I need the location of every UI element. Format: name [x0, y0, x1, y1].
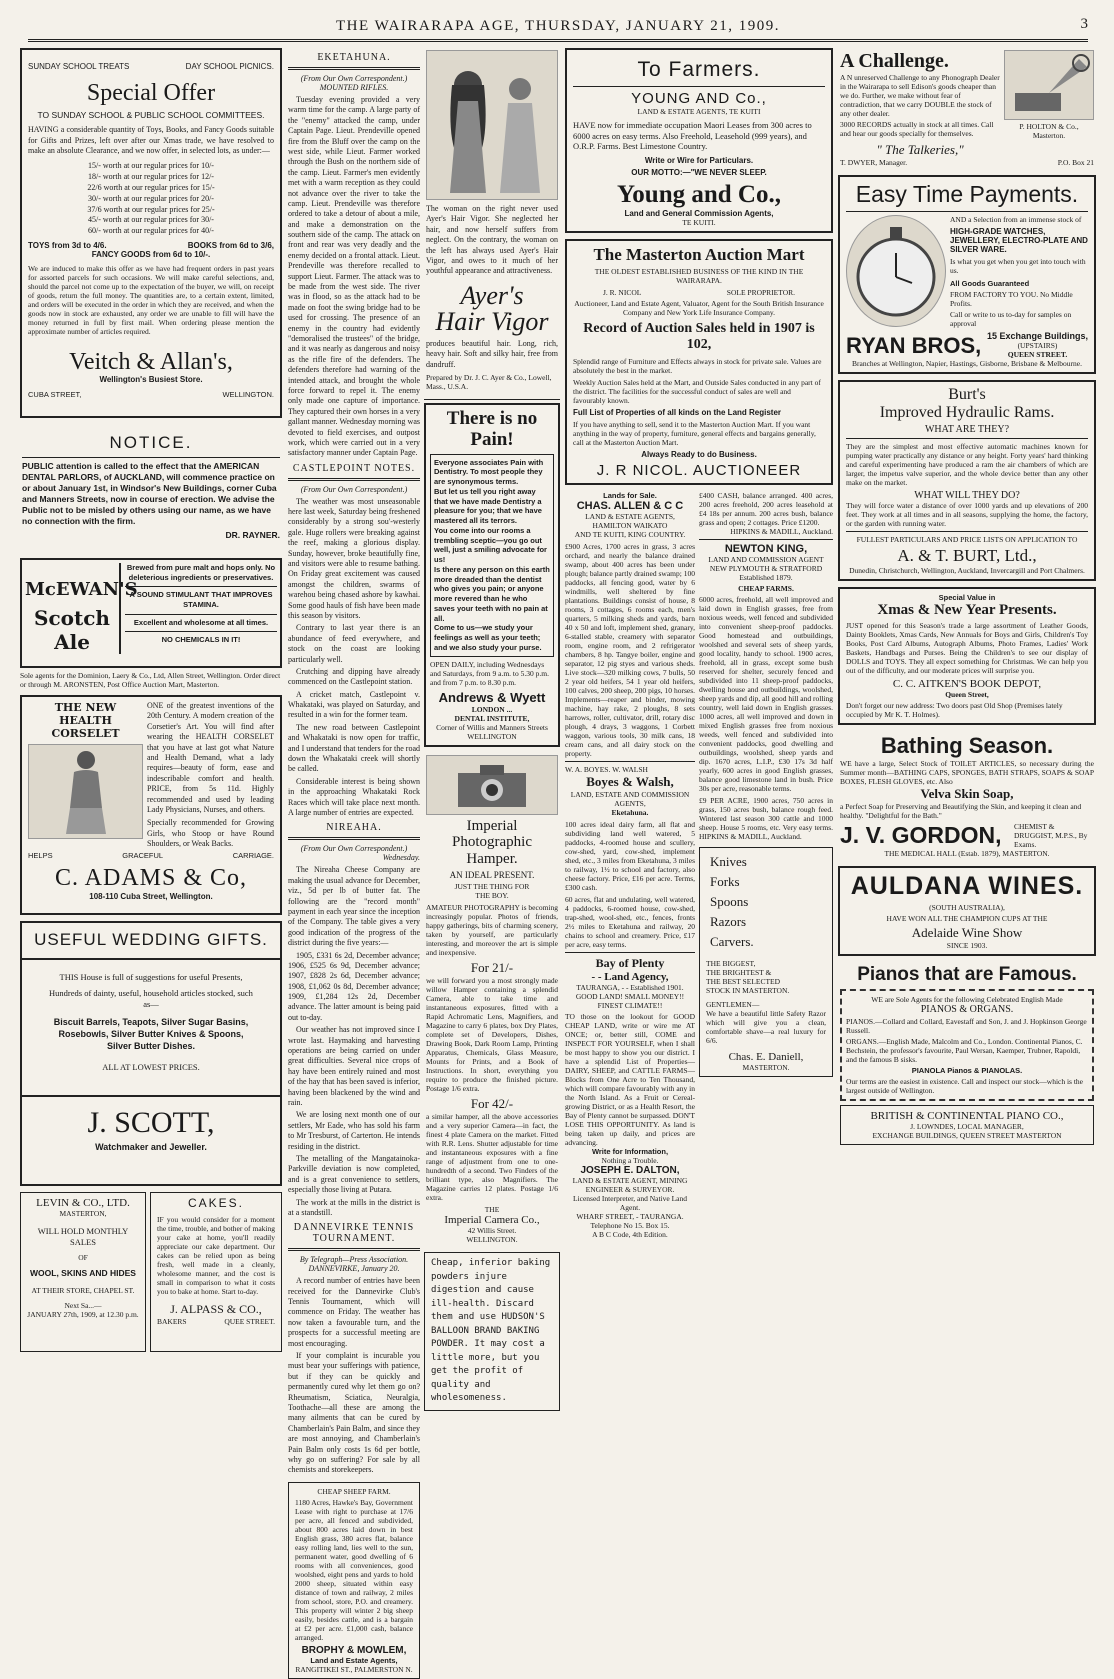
chas-sub: LAND & ESTATE AGENTS,	[585, 511, 675, 521]
price-line: 15/- worth at our regular prices for 10/-	[88, 161, 214, 171]
ryan-bros-name: RYAN BROS,	[846, 333, 982, 358]
pianos-organs: PIANOS & ORGANS.	[920, 1004, 1014, 1015]
aitken-special: Special Value in	[938, 593, 996, 602]
mcewan-agents: Sole agents for the Dominion, Laery & Co., Ltd, Allen Street, Wellington. Order direct or through M. ARONSTEN, Post Office Auction Mart, Masterton.	[20, 671, 281, 689]
wedding-lowest-prices: ALL AT LOWEST PRICES.	[102, 1061, 200, 1072]
piano-co-footer	[840, 1105, 1094, 1145]
bay-nothing: Nothing a Trouble.	[601, 1155, 659, 1165]
nicol-proprietor: J. R. NICOL	[603, 287, 642, 297]
notice-headline: NOTICE.	[109, 433, 193, 452]
daniell-name: Chas. E. Daniell,	[728, 1050, 804, 1063]
holton-manager: T. DWYER, Manager.	[840, 158, 908, 167]
dalton-wharf: WHARF STREET, - TAURANGA.	[576, 1211, 684, 1221]
corselet-graceful: GRACEFUL	[122, 851, 164, 861]
hamper-offer-1: we will forward you a most strongly made willow Hamper containing a splendid Camera, able to take time and instantaneous exposures, fitted with a Rapid Achromatic Lens, Magnifiers, and Magazine to carry 6 plates, box Dry Plates, complete set of Developers, Dishes, Drawing Book, Dark Room Lamp, Printing Apparatus, Chemicals, Glass Measure, Mounts for Prints, and a Book of Instructions. In short, everything you require to produce the finished picture. Postage 1/6 extra.	[426, 976, 558, 1094]
imperial-city: WELLINGTON.	[466, 1235, 518, 1245]
hamper-thing: JUST THE THING FOR	[454, 882, 530, 892]
andrews-city: WELLINGTON	[467, 731, 517, 741]
daniell-city: MASTERTON.	[742, 1062, 790, 1072]
daniell-stock: STOCK IN MASTERTON.	[706, 985, 790, 995]
nicol-record-number: 102,	[686, 336, 712, 352]
price-list	[28, 161, 274, 237]
ayer-brand-line-2: Hair Vigor	[435, 306, 549, 336]
cutlery-item: Forks	[710, 874, 740, 890]
levin-where: AT THEIR STORE, CHAPEL ST.	[31, 1286, 135, 1296]
hamper-present: AN IDEAL PRESENT.	[449, 870, 535, 881]
article-nireaha-body	[288, 865, 420, 1218]
aitken-note: Don't forget our new address: Two doors past Old Shop (Premises lately occupied by Mr K. T. Holmes).	[846, 701, 1063, 719]
young-name-2: Young and Co.,	[617, 180, 781, 208]
piano-co-ad	[838, 962, 1096, 1153]
auldana-show: Adelaide Wine Show	[911, 925, 1023, 940]
nicol-full-list: Full List of Properties of all kinds on the Land Register	[573, 407, 782, 417]
bay-good: GOOD LAND! SMALL MONEY!! FINEST CLIMATE!!	[575, 991, 685, 1010]
cakes-ad	[150, 1192, 282, 1352]
paragraph: Considerable interest is being shown in the approaching Whakataki Rock Races which will take place next month. A large number of entries are expected.	[288, 776, 420, 817]
holton-box: P.O. Box 21	[1057, 158, 1094, 167]
ryan-intro: AND a Selection from an immense stock of	[950, 215, 1082, 224]
levin-date: JANUARY 27th, 1909, at 12.30 p.m.	[27, 1310, 139, 1320]
challenge-headline: A Challenge.	[840, 50, 949, 72]
aitken-headline: Xmas & New Year Presents.	[877, 602, 1057, 618]
corselet-helps: HELPS	[28, 851, 53, 861]
corselet-body-2: Specially recommended for Growing Girls, who Stoop or have Round Shoulders, or Weak Backs.	[147, 818, 274, 849]
article-nireaha-headline: NIREAHA.	[326, 822, 382, 834]
page-number: 3	[1080, 16, 1088, 32]
paragraph: Tuesday evening provided a very warm time for the camp. A large party of the "enemy" attacked the camp, under Captain Page. Lieut. Prendeville opened fire from the Bluff over the camp on the west side, while Lieut. Farmer worked through the Bush on the northern side of the camp. Lieut. Farmer's men evidently met with a warm reception as they could not advance over the river to take the camp. Lieut. Prendeville was therefore ordered to take a detour of about a mile, and make a demonstration on the southern side of the camp. The attack on front and rear was very deadly and the enemy decided on a frontal attack. Lieut. Prendeville was therefore recalled to support Lieut. Farmer. The attack was to be made from the west side. The river was in flood, so as the attack had to be made on foot the swing bridge had to be used for crossing. The presence of an enemy in the country had evidently "demoralised the trustees" of the bridge, and it was nearly as dangerous and noisy as the rifle fire of the defenders. The defenders therefore had warning of the intended attack, and brought the whole force forward to repel it. The enemy only made one capture of importance. They captured their own horses in a very gallant manner. Wednesday morning was devoted to field exercises, and outpost work, which were carried out in a very satisfactory manner under Captain Page.	[288, 95, 420, 458]
young-body: HAVE now for immediate occupation Maori Leases from 300 acres to 6000 acres on easy terms. Also Freehold, Leasehold (999 years), and O.R.P. Farms. Best Limestone Country.	[573, 120, 812, 152]
ryan-bros-ad	[838, 175, 1096, 374]
chas-allen-name: CHAS. ALLEN & C C	[576, 499, 684, 512]
alpass-street: QUEE STREET.	[224, 1316, 275, 1326]
ryan-guaranteed: All Goods Guaranteed	[950, 279, 1030, 288]
cutlery-list	[706, 852, 826, 953]
notice-body: PUBLIC attention is called to the effect that the AMERICAN DENTAL PARLORS, of AUCKLAND, will commence practice on or about January 1st, in Windsor's New Buildings, corner Cuba and Manners Streets, now in course of erection. We advise the Public not to be misled by others using our name, as we have no connection with the firm.	[22, 460, 277, 526]
brophy-mowlem-ad	[288, 1482, 420, 1679]
young-headline: To Farmers.	[637, 58, 761, 81]
newspaper-title: THE WAIRARAPA AGE, THURSDAY, JANUARY 21, 1909.	[335, 18, 781, 34]
ryan-what: Is what you get when you get into touch with us.	[950, 257, 1086, 275]
store-tagline: Wellington's Busiest Store.	[99, 375, 203, 385]
column-3	[424, 48, 560, 1518]
price-line: 45/- worth at our regular prices for 30/-	[88, 215, 214, 225]
price-line: 22/6 worth at our regular prices for 15/-	[87, 182, 215, 192]
paragraph: Contrary to last year there is an abundance of feed everywhere, and stock on the coast are looking particularly well.	[288, 623, 420, 664]
levin-goods: WOOL, SKINS AND HIDES	[30, 1268, 136, 1279]
paragraph: The weather was most unseasonable here last week, Saturday being freshened considerably by a strong sou'-westerly gale. Huge rollers were breaking against the reef, making a glorious display. Sunday, however, broke beautifully fine, and visitors were able to resume bathing. On Friday great excitement was caused amongst the children, swarms of warehou being chased ashore by kawhai. Some good hauls of fish have been made this season by visitors.	[288, 496, 420, 620]
veitch-allan-ad	[20, 48, 282, 418]
cutlery-item: Carvers.	[710, 934, 754, 950]
young-write: Write or Wire for Particulars.	[644, 155, 754, 165]
young-motto: OUR MOTTO:—"WE NEVER SLEEP.	[631, 167, 767, 177]
cutlery-item: Razors	[710, 914, 747, 930]
notice-signature: DR. RAYNER.	[225, 529, 280, 540]
bathing-body: WE have a large, Select Stock of TOILET ARTICLES, so necessary during the Summer month—BATHING CAPS, SPONGES, BATH STRAPS, SOAPS & SOAP BOXES, FLESH GLOVES, etc. Also	[840, 759, 1094, 786]
article-dannevirke-byline: By Telegraph—Press Association.	[299, 1255, 409, 1265]
nicol-record: Record of Auction Sales held in 1907 is	[583, 320, 815, 336]
cutlery-item: Spoons	[710, 894, 749, 910]
nicol-auctioneer: J. R NICOL. AUCTIONEER	[596, 461, 802, 479]
hipkins-nine-pounds: £9 PER ACRE, 1900 acres, 750 acres in grass, 150 acres bush, balance rough feed. Wintered last season 300 cattle and 1000 sheep. House 5 rooms, etc. Very easy terms. HIPKINS & MADILL, Auckland.	[699, 795, 833, 841]
mcewan-line-3: Excellent and wholesome at all times.	[133, 617, 269, 627]
cakes-body: IF you would consider for a moment the time, trouble, and bother of making your cake at home, you'll readily appreciate our cake department. Our cakes can be relied upon as being fresh, well made in a cleanly, wholesome manner, and the cost is small in comparison to what it costs you to bake at home. Start to-day.	[157, 1214, 275, 1296]
article-eketahuna-headline: EKETAHUNA.	[317, 52, 391, 63]
masthead	[28, 14, 1088, 42]
column-1	[20, 48, 282, 1518]
article-eketahuna-body	[288, 95, 420, 459]
price-line: 30/- worth at our regular prices for 20/-	[88, 193, 214, 203]
bay-city: TAURANGA, - - Established 1901.	[576, 982, 684, 992]
piano-co-manager: J. LOWNDES, LOCAL MANAGER,	[910, 1122, 1024, 1131]
article-eketahuna-byline: (From Our Own Correspondent.)	[300, 74, 408, 83]
young-sub-2: Land and General Commission Agents,	[624, 208, 774, 218]
alpass-name: J. ALPASS & CO.,	[170, 1301, 262, 1316]
dalton-telephone: Telephone No 15. Box 15.	[590, 1220, 670, 1230]
wedding-line-2: Hundreds of dainty, useful, household articles stocked, such as—	[49, 988, 253, 1009]
andrews-address: Corner of Willis and Manners Streets	[436, 722, 548, 732]
hamper-title-3: Hamper.	[466, 850, 518, 867]
fancy-goods-price: FANCY GOODS from 6d to 10/-.	[91, 249, 211, 259]
pianos-terms: Our terms are the easiest in existence. Call and inspect our stock—which is the largest outside of Wellington.	[846, 1077, 1084, 1095]
burt-full-particulars: FULLEST PARTICULARS AND PRICE LISTS ON APPLICATION TO	[856, 535, 1078, 544]
ayer-hair-vigor-ad	[424, 48, 560, 393]
price-line: 18/- worth at our regular prices for 12/-	[88, 172, 214, 182]
ad-intro: HAVING a considerable quantity of Toys, Books, and Fancy Goods suitable for Gifts and Prizes, left over after our Xmas trade, we have resolved to make an absolute Clearance, and we now offer, in selected lots, as under:—	[28, 125, 274, 155]
challenge-records: 3000 RECORDS actually in stock at all times. Call and hear our goods specially for themselves.	[840, 120, 994, 138]
pianos-headline: Pianos that are Famous.	[857, 964, 1077, 985]
ryan-street: QUEEN STREET.	[1007, 350, 1068, 359]
auldana-wines-ad	[838, 866, 1096, 956]
watch-illustration	[846, 215, 946, 327]
article-dannevirke-dateline: DANNEVIRKE, January 20.	[308, 1264, 400, 1274]
burt-rams-ad	[838, 380, 1096, 581]
brophy-body: 1180 Acres, Hawke's Bay, Government Lease with right to purchase at 17/6 per acre, all fenced and subdivided, about 800 acres laid down in best English grass, 380 acres flat, balance easy rolling land, lies well to the sun, permanent water, good dwelling of 6 rooms with all conveniences, good woolshed, eight pens and yards to hold 2000 sheep, situated within easy distance of town and railway, 2 miles from school, store, P.O. and creamery. This property will winter 2 big sheep easily, besides cattle, and is a bargain at £2 per acre. £1,000 cash, balance arranged.	[295, 1497, 413, 1642]
andrews-wyett-ad	[424, 403, 560, 747]
column-5	[838, 48, 1096, 1518]
store-name: Veitch & Allan's,	[69, 348, 233, 375]
bathing-headline: Bathing Season.	[880, 733, 1054, 758]
wedding-gifts-ad	[20, 921, 282, 1186]
pain-hours: OPEN DAILY, including Wednesdays and Saturdays, from 9 a.m. to 5.30 p.m. and from 7 p.m. to 8.30 p.m.	[430, 659, 549, 687]
dalton-name: JOSEPH E. DALTON,	[580, 1164, 680, 1176]
paragraph: Our weather has not improved since I wrote last. Haymaking and harvesting operations are being carried on under great difficulties. Several nice crops of hay have been entirely ruined and most of the hay that has been saved is inferior, having been blackened by the wind and rain.	[288, 1025, 420, 1107]
hamper-price-1: For 21/-	[470, 960, 514, 976]
paragraph: A cricket match, Castlepoint v. Whakataki, was played on Saturday, and resulted in a win for the former team.	[288, 689, 420, 720]
corselet-body: ONE of the greatest inventions of the 20th Century. A modern creation of the Corsetier's Art. You will find after wearing the HEALTH CORSELET that you have at last got what Nature and Health Demand, what a lady requires—beauty of form, ease and indescribable comfort and health. PRICE, from 5s 11d. Highly recommended and used by leading Lady Physicians, Nurses, and others.	[147, 701, 274, 814]
hamper-offer-2: a similar hamper, all the above accessories and a very superior Camera—in fact, the finest 4 plate Camera on the market. Fitted with R.R. Lens. Shutter adjustable for time and instantaneous exposures with a fine range of adjustment from one to one-hundredth of a second. Two Finders of the brilliant type, also Magnifiers. The Magazine carries 12 plates. Postage 1/6 extra.	[426, 1112, 558, 1203]
levin-place: MASTERTON,	[59, 1209, 107, 1218]
easy-payments-headline: Easy Time Payments.	[855, 181, 1079, 207]
holton-name: P. HOLTON & Co., Masterton.	[1019, 122, 1079, 140]
wedding-intro: THIS House is full of suggestions for useful Presents,	[59, 971, 243, 982]
mcewan-line-1: Brewed from pure malt and hops only. No deleterious ingredients or preservatives.	[126, 563, 276, 583]
holton-challenge-ad	[838, 48, 1096, 169]
mcewan-name: McEWAN'S	[25, 579, 138, 600]
andrews-wyett-name: Andrews & Wyett	[438, 689, 546, 705]
andrews-london: LONDON ...	[471, 704, 513, 714]
article-dannevirke-headline: DANNEVIRKE TENNIS TOURNAMENT.	[293, 1222, 415, 1245]
phonograph-illustration	[1004, 50, 1094, 120]
article-eketahuna-subhead: MOUNTED RIFLES.	[319, 83, 389, 92]
mcewan-ad	[20, 558, 282, 668]
masterton-auction-mart-ad	[565, 239, 833, 485]
boyes-sub: LAND, ESTATE AND COMMISSION AGENTS,	[570, 789, 690, 808]
scott-name: J. SCOTT,	[22, 1095, 280, 1139]
levin-body: WILL HOLD MONTHLY SALES	[37, 1226, 129, 1247]
corselet-title: THE NEW HEALTH CORSELET	[51, 701, 120, 740]
paragraph: If your complaint is incurable you must bear your sufferings with patience, but if they can be quickly and permanently cured why let them go on? Rheumatism, Sciatica, Neuralgia, Toothache—all these are among the many ailments that can be cured by Chamberlain's Pain Balm, and since they are most annoying, and Chamberlain's Pain Balm only costs 1s 6d per bottle, why go on suffering? For sale by all chemists and storekeepers.	[288, 1351, 420, 1475]
young-sub: LAND & ESTATE AGENTS, TE KUITI	[637, 107, 761, 116]
newton-cheap-farms: CHEAP FARMS.	[738, 583, 794, 593]
ryan-call: Call or write to us to-day for samples on approval	[950, 310, 1072, 328]
boyes-city: Eketahuna.	[611, 807, 649, 817]
ayer-maker: Prepared by Dr. J. C. Ayer & Co., Lowell, Mass., U.S.A.	[426, 372, 552, 391]
velva-headline: Velva Skin Soap,	[920, 786, 1014, 801]
column-4	[565, 48, 833, 1518]
hipkins-price: £400 CASH, balance arranged. 400 acres, 200 acres freehold, 200 acres leasehold at £4 18s per annum. 200 acres bush, balance grass and open; 2 cottages. Price £1200.	[699, 490, 833, 527]
ryan-address: 15 Exchange Buildings,	[986, 331, 1088, 341]
pain-line-3: You come into our rooms a trembling sceptic—you go out well, just a smiling advocate for us!	[434, 525, 547, 565]
nicol-headline: The Masterton Auction Mart	[593, 244, 805, 264]
auldana-body: HAVE WON ALL THE CHAMPION CUPS AT THE	[886, 914, 1048, 923]
camera-icon	[452, 759, 532, 811]
store-city: WELLINGTON.	[222, 390, 274, 400]
gordon-chemist: CHEMIST & DRUGGIST, M.P.S., By Exams.	[1014, 822, 1088, 849]
cakes-headline: CAKES.	[187, 1196, 244, 1210]
hipkins-agent: HIPKINS & MADILL, Auckland.	[730, 526, 833, 536]
pain-line-4: Is there any person on this earth more dreaded than the dentist who gives you pain; or anyone more revered than he who saves your teeth with no pain at all.	[434, 564, 550, 623]
piano-co-name: BRITISH & CONTINENTAL PIANO CO.,	[870, 1110, 1064, 1122]
pain-headline: There is no Pain!	[446, 407, 538, 450]
newton-body: 6000 acres, freehold, all well improved and laid down in English grasses, free from noxious weeds, well fenced and subdivided into convenient sheep-proof paddocks. Good homestead and outbuildings, woolshed and several sets of sheep yards, good locality, handy to school. 1900 acres, freehold, all in grass, except some bush reserved for shelter, securely fenced and subdivided into 11 sheep-proof paddocks, dwelling house and outbuildings, woolshed, sheep yards and dip, all good hill and rolling country, well laid down in English grasses. 1000 acres, all well improved and down in mixed English grasses free from noxious weeds, well fenced and subdivided into convenient paddocks, good dwelling and outbuildings, woolshed, sheep yards and dip. 1670 acres, L.I.P., £30 17s 3d half yearly, 600 acres in good English grasses, balance good limestone land in bush. Price 30s per acre, reasonable terms.	[699, 594, 833, 793]
boyes-walsh-names	[565, 765, 695, 774]
young-city: TE KUITI.	[682, 217, 716, 227]
hamper-boy: THE BOY.	[475, 891, 509, 901]
paragraph: The Nireaha Cheese Company are making the usual advance for December, viz., 5d per lb of butter fat. The following are the "record month" payment in each year since the inception of the Company. The table gives a very good indication of the progress of the district during the five years:—	[288, 865, 420, 948]
mcewan-line-4: NO CHEMICALS IN IT!	[161, 634, 241, 644]
daniell-brightest: THE BRIGHTEST &	[706, 967, 772, 977]
ayer-brand-line-1: Ayer's	[460, 280, 524, 310]
daniell-biggest: THE BIGGEST,	[706, 958, 756, 968]
imperial-camera-ad	[424, 753, 560, 1247]
hamper-the: THE	[484, 1205, 500, 1215]
boyes-walsh-title: Boyes & Walsh,	[586, 773, 674, 789]
corselet-figure-icon	[56, 748, 116, 836]
piano-co-address: EXCHANGE BUILDINGS, QUEEN STREET MASTERTON	[872, 1131, 1062, 1140]
bay-body: TO those on the lookout for GOOD CHEAP LAND, write or wire me AT ONCE; or, better still, COME and INSPECT FOR YOURSELF, when I shall be most happy to show you our district. I have a splendid List of Properties—DAIRY, SHEEP, and CATTLE FARMS—Blocks from One Acre to Ten Thousand, which will compare favourably with any in the North Island. As a Fruit or Cereal-growing District, or as a Health Resort, the Bay of Plenty cannot be surpassed. DON'T LOSE THIS OPPORTUNITY. As land is being taken up daily, and prices are advancing.	[565, 1011, 695, 1147]
daniell-gentlemen: GENTLEMEN—	[706, 999, 760, 1009]
alpass-trade: BAKERS	[157, 1316, 187, 1326]
bay-sub: - - Land Agency,	[591, 970, 669, 983]
boyes-name: W. A. BOYES.	[565, 764, 611, 774]
ad-note: We are induced to make this offer as we have had frequent orders in past years for assorted parcels for such occasions. We will make careful selections, and, should the parcel not come up to the expectation of the buyer, we will, on receipt of goods, return the full money. The quantities are, to a certain extent, limited, and orders will be executed in the order in which they are received, and when the goods now in stock are exhausted, any order we are unable to fill will have the money returned in full by first mail. When ordering please mention the approximate number of articles required.	[28, 263, 274, 336]
chas-city-2: AND TE KUITI, KING COUNTRY.	[574, 529, 686, 539]
pain-line-2: But let us tell you right away that we have made Dentistry a pleasure for you; that we have mastered all its terrors.	[434, 486, 542, 526]
auldana-headline: AULDANA WINES.	[850, 872, 1084, 900]
boyes-body-2: 60 acres, flat and undulating, well watered, 4 paddocks, 6-roomed house, cow-shed, trap-shed, wool-shed, etc., fences, fronts 2½ miles to Eketahuna and railway, 20 chains to school and creamery. Price, £17 per acre, easy terms.	[565, 894, 695, 949]
paragraph: The metalling of the Mangatainoka-Parkville deviation is now completed, and is a great convenience to settlers, especially those living at Putara.	[288, 1153, 420, 1195]
article-castlepoint-body	[288, 497, 420, 819]
ayer-caption: The woman on the right never used Ayer's Hair Vigor. She neglected her hair, and now herself suffers from neglect. On the contrary, the woman on the left has always used Ayer's Hair Vigor, and owes to it much of her youthful appearance and attractiveness.	[426, 204, 558, 276]
ayer-description: produces beautiful hair. Long, rich, heavy hair. Soft and silky hair, free from dandruff.	[426, 338, 558, 369]
aitken-book-depot-ad	[838, 587, 1096, 725]
daniell-best: THE BEST SELECTED	[706, 976, 781, 986]
nicol-sole: SOLE PROPRIETOR.	[726, 287, 795, 297]
gordon-bathing-ad	[838, 731, 1096, 860]
pain-line-5: Come to us—we study your feelings as well as your teeth; and we also study your purse.	[434, 623, 542, 652]
ryan-from: FROM FACTORY TO YOU. No Middle Profits.	[950, 290, 1073, 308]
burt-product: Improved Hydraulic Rams.	[879, 404, 1055, 421]
talkeries-name: " The Talkeries,"	[876, 142, 964, 157]
ayer-illustration	[426, 50, 558, 200]
gordon-hall: THE MEDICAL HALL (Estab. 1879), MASTERTON.	[884, 849, 1050, 858]
dalton-code: A B C Code, 4th Edition.	[592, 1229, 668, 1239]
dalton-licence: Licensed Interpreter, and Native Land Agent.	[572, 1193, 688, 1212]
levin-of: OF	[78, 1253, 88, 1263]
nicol-desc: Auctioneer, Land and Estate Agent, Valuator, Agent for the South British Insurance Company and New York Life Insurance Company.	[574, 298, 824, 317]
corselet-carriage: CARRIAGE.	[232, 851, 274, 861]
burt-question-2: WHAT WILL THEY DO?	[914, 490, 1020, 501]
pianos-list: PIANOS.—Collard and Collard, Eavestaff and Son, J. and J. Hopkinson George Russell.	[846, 1017, 1087, 1035]
pain-line-1: Everyone associates Pain with Dentistry. To most people they are synonymous terms.	[434, 457, 544, 487]
camera-hamper-illustration	[426, 755, 558, 815]
burt-address: Dunedin, Christchurch, Wellington, Auckland, Invercargill and Port Chalmers.	[849, 566, 1085, 575]
ad-left-label: SUNDAY SCHOOL TREATS	[28, 62, 130, 71]
paragraph: A record number of entries have been received for the Dannevirke Club's Tennis Tournament, which will commence on Friday. The weather has now taken a favourable turn, and the prospects for a successful meeting are most encouraging.	[288, 1276, 420, 1348]
article-castlepoint-headline: CASTLEPOINT NOTES.	[292, 462, 416, 474]
hamper-price-2: For 42/-	[470, 1096, 514, 1112]
store-street: CUBA STREET,	[28, 390, 82, 400]
brophy-tagline: Land and Estate Agents,	[310, 1655, 398, 1665]
article-nireaha-day: Wednesday.	[382, 853, 420, 863]
auldana-sub: (SOUTH AUSTRALIA),	[929, 903, 1005, 912]
adams-address: 108-110 Cuba Street, Wellington.	[89, 891, 213, 901]
notice-ad	[20, 424, 282, 552]
daniell-body: We have a beautiful little Safety Razor which will give you a clean, comfortable shave—a real luxury for 6/6.	[706, 1008, 826, 1045]
corselet-illustration	[28, 744, 143, 839]
levin-ad	[20, 1192, 146, 1352]
burt-answer-2: They will force water a distance of over 1000 yards and up elevations of 200 feet. They work at all times and in all seasons, supplying the home, the factory, or the garden with running water.	[846, 501, 1088, 528]
chas-city: HAMILTON WAIKATO	[592, 520, 668, 530]
lands-for-sale: Lands for Sale.	[603, 490, 657, 500]
article-nireaha-byline: (From Our Own Correspondent.)	[300, 844, 408, 854]
young-co-ad	[565, 48, 833, 233]
nicol-body-2: Weekly Auction Sales held at the Mart, and Outside Sales conducted in any part of the district. The facilities for the successful conduct of sales are well and favourably known.	[573, 377, 821, 405]
auldana-since: SINCE 1903.	[946, 941, 988, 950]
hudson-baking-powder-ad	[424, 1252, 560, 1411]
newton-king-name: NEWTON KING,	[724, 542, 808, 555]
levin-next: Next Sa...—	[64, 1301, 102, 1311]
ryan-branches: Branches at Wellington, Napier, Hastings, Gisborne, Brisbane & Melbourne.	[852, 359, 1082, 368]
two-women-icon	[432, 55, 552, 195]
challenge-body: A N unreserved Challenge to any Phonograph Dealer in the Wairarapa to sell Edison's goods cheaper than we do. Further, we make without fear of contradiction, that we carry DOUBLE the stock of any other dealer.	[840, 73, 1000, 118]
velva-body: a Perfect Soap for Preserving and Beautifying the Skin, and keeping it clean and healthy. "Delightful for the Bath."	[840, 802, 1082, 820]
bottom-ads-row	[20, 1192, 282, 1352]
ad-headline: Special Offer	[86, 80, 216, 106]
price-line: 37/6 worth at our regular prices for 25/-	[87, 204, 215, 214]
brophy-name: BROPHY & MOWLEM,	[301, 1644, 407, 1656]
article-dannevirke-body	[288, 1276, 420, 1475]
ryan-upstairs: (UPSTAIRS)	[1017, 341, 1058, 350]
nicol-body-1: Splendid range of Furniture and Effects always in stock for private sale. Values are absolutely the best in the market.	[573, 356, 822, 375]
column-2	[288, 48, 420, 1674]
gordon-name: J. V. GORDON,	[840, 822, 1002, 848]
article-castlepoint-byline: (From Our Own Correspondent.)	[300, 484, 408, 494]
paragraph: The new road between Castlepoint and Whakataki is now open for traffic, and I understand that tenders for the road down the Whakataki creek will shortly be called.	[288, 722, 420, 774]
bay-write: Write for Information,	[591, 1146, 669, 1156]
hamper-title-2: Photographic	[452, 834, 532, 851]
ad-right-label: DAY SCHOOL PICNICS.	[185, 62, 274, 71]
paragraph: 1905, £331 6s 2d, December advance; 1906, £525 6s 9d, December advance; 1907, £828 2s 6d, December advance; 1908, £1,062 0s 8d, December advance; 1909, £1,284 12s 2d, December advance. The latter amount is being paid out to-day.	[288, 950, 420, 1022]
scott-tagline: Watchmaker and Jeweller.	[95, 1142, 207, 1153]
brophy-address: RANGITIKEI ST., PALMERSTON N.	[295, 1664, 413, 1674]
organs-list: ORGANS.—English Made, Malcolm and Co., London. Continental Pianos, C. Bechstein, the professor's favourite, Paul Wersan, Kaemper, Trubner, Rapoldi, and the famous B sisks.	[846, 1037, 1083, 1064]
burt-company: A. & T. BURT, Ltd.,	[897, 546, 1037, 565]
newton-established: Established 1879.	[739, 572, 793, 582]
books-price: BOOKS from 6d to 3/6,	[187, 240, 274, 250]
levin-name: LEVIN & CO., LTD.	[36, 1197, 130, 1209]
hamper-title-1: Imperial	[466, 817, 518, 834]
nicol-sub: THE OLDEST ESTABLISHED BUSINESS OF THE KIND IN THE WAIRARAPA.	[594, 266, 804, 285]
ryan-items: HIGH-GRADE WATCHES, JEWELLERY, ELECTRO-PLATE AND SILVER WARE.	[950, 227, 1088, 254]
young-name: YOUNG AND Co.,	[631, 90, 767, 107]
toys-price: TOYS from 3d to 4/6.	[28, 240, 107, 250]
chas-body: £900 Acres, 1700 acres in grass, 3 acres orchard, and nearly the balance drained swamp, about 400 acres has been under plough; balance partly drained swamp; 100 paddocks, all fencing good, water by 6 windmills, well sheltered by fine plantations. Buildings consist of house, 8 rooms, 3 cottages, 6 rooms each, men's quarters, 5 milking sheds and yards, barn 40 x 50 and loft, implement shed, granary, 6-stalled stable, creamery with separator room, engine room, and 2 refrigerator chambers, 8 hp. Tangye boiler, engine and separator, 12 pig styes and various sheds. Live stock—320 milking cows, 7 bulls, 50 2 year old heifers, 54 1 year old heifers, 100 calves, 200 sheep, 200 pigs, 10 horses. Implements—reaper and binder, mowing machine, hay rake, 2 ploughs, 8 sets harrows, roller, cultivator, drill, rotary disc plough, 4 drays, 3 waggons, 1 Corbett waggon, various tools, 30 milk cans, 18 cream cans, and all dairy stock on the property.	[565, 541, 695, 758]
brophy-headline: CHEAP SHEEP FARM.	[317, 1486, 391, 1496]
andrews-institute: DENTAL INSTITUTE,	[454, 713, 530, 723]
pianos-intro: WE are Sole Agents for the following Celebrated English Made	[871, 995, 1063, 1004]
mcewan-product: Scotch Ale	[34, 606, 110, 654]
aitken-body: JUST opened for this Season's trade a large assortment of Leather Goods, Dainty Booklets, Xmas Cards, New Annuals for Boys and Girls, Children's Toy Books, Post Card Albums, Autograph Albums, Photo Frames, Ladies' Work Baskets, Handbags and Purses. Being the Children's to see our display of DOLLS and TOYS. They all expect something for Christmas. We can help you out of the difficulty, and our moderate prices will surprise you.	[846, 621, 1088, 675]
paragraph: The work at the mills in the district is at a standstill.	[288, 1197, 420, 1217]
paragraph: We are losing next month one of our settlers, Mr Eade, who has sold his farm to Mr Tresburst, of Carterton. He intends residing in the district.	[288, 1110, 420, 1151]
nicol-always: Always Ready to do Business.	[641, 449, 757, 459]
daniell-ad	[699, 847, 833, 1077]
burt-question-1: WHAT ARE THEY?	[924, 424, 1010, 435]
burt-answer-1: They are the simplest and most effective automatic machines known for pumping water practically any distance or any height. Forty years' hard thinking and careful experimenting have produced a ram the air chambers of which are larger, the impetus valve superior, and the whole device better than any other make on the market.	[846, 442, 1088, 487]
walsh-name: W. WALSH	[612, 764, 648, 774]
aitken-name: C. C. AITKEN'S BOOK DEPOT,	[892, 678, 1042, 690]
imperial-address: 42 Willis Street.	[467, 1226, 517, 1236]
paragraph: Crutching and dipping have already commenced on the Castlepoint station.	[288, 666, 420, 687]
wedding-items: Biscuit Barrels, Teapots, Silver Sugar Basins, Rosebowls, Silver Butter Knives & Spoons, Silver Butter Dishes.	[53, 1016, 249, 1051]
hamper-intro: AMATEUR PHOTOGRAPHY is becoming increasingly popular. Photos of friends, happy gatherings, bits of charming scenery, taken by yourself, are particularly interesting, and moreover the art is simple and inexpensive.	[426, 903, 558, 958]
ad-subheadline: TO SUNDAY SCHOOL & PUBLIC SCHOOL COMMITTEES.	[37, 110, 265, 121]
pianola-line: PIANOLA Pianos & PIANOLAS.	[911, 1066, 1023, 1075]
aitken-street: Queen Street,	[945, 690, 989, 699]
dalton-sub: LAND & ESTATE AGENT, MINING ENGINEER & SURVEYOR.	[572, 1175, 688, 1194]
adams-name: C. ADAMS & Co,	[54, 865, 248, 892]
boyes-body: 100 acres ideal dairy farm, all flat and subdividing land well watered, 5 paddocks, 4-roomed house and scullery, cow-shed, yard, cow-shed, implement shed, etc., 3 miles from Eketahuna, 3 miles to railway, 1½ to school and factory, also cheese factory. Price, £16 per acre. Terms, £300 cash.	[565, 819, 695, 892]
wedding-headline: USEFUL WEDDING GIFTS.	[22, 923, 280, 960]
newton-sub: LAND AND COMMISSION AGENT NEW PLYMOUTH & STRATFORD	[708, 554, 824, 573]
imperial-camera-name: Imperial Camera Co.,	[444, 1214, 540, 1227]
bay-of-plenty-headline: Bay of Plenty	[595, 955, 665, 970]
pocket-watch-icon	[854, 223, 938, 319]
mcewan-line-2: A SOUND STIMULANT THAT IMPROVES STAMINA.	[129, 590, 273, 610]
hudson-body: Cheap, inferior baking powders injure digestion and cause ill-health. Discard them and use HUDSON'S BALLOON BRAND BAKING POWDER. It may cost a little more, but you get the profit of quality and wholesomeness.	[431, 1258, 551, 1404]
phonograph-icon	[1009, 53, 1089, 117]
price-line: 60/- worth at our regular prices for 40/-	[88, 226, 214, 236]
corselet-ad	[20, 695, 282, 915]
nicol-body-3: If you have anything to sell, send it to the Masterton Auction Mart. If you want anything in the way of property, furniture, general effects and bargains generally, call at the Masterton Auction Mart.	[573, 419, 816, 447]
land-ads-row	[565, 491, 833, 1239]
burt-name-line: Burt's	[948, 386, 986, 403]
cutlery-item: Knives	[710, 853, 747, 869]
